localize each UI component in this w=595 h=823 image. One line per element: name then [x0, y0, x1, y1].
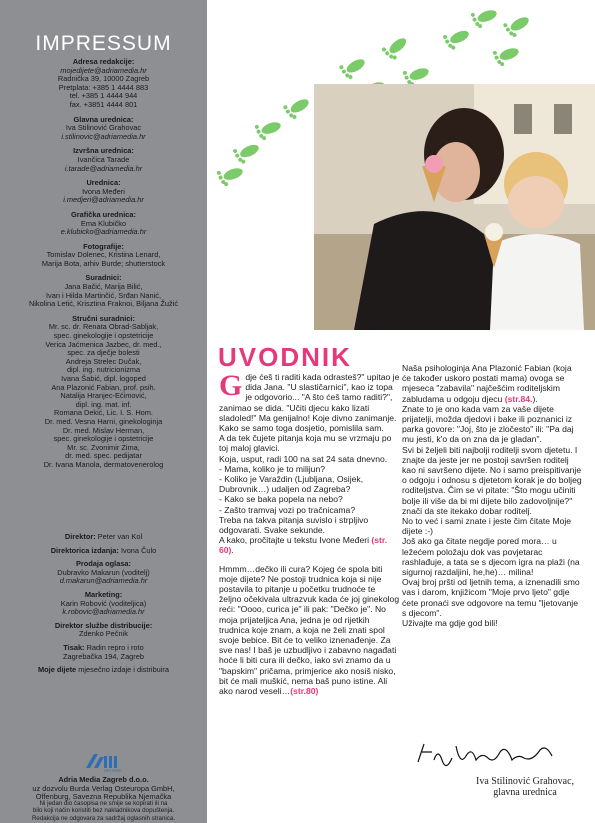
article-title: UVODNIK [218, 342, 352, 372]
credit-block [4, 58, 203, 110]
credit-line: Ivan i Hilda Martinčić, Srđan Nanić, [45, 290, 161, 300]
management-heading: Direktor službe distribucije: [54, 620, 153, 630]
management-block [4, 622, 203, 639]
credit-block [4, 147, 203, 173]
article-paragraph [402, 445, 583, 516]
paragraph-text: Koja, usput, radi 100 na sat 24 sata dnevno. [219, 453, 388, 464]
paragraph-text: Svi bi željeli biti najbolji roditelji svom djetetu. I znajte da jeste jer ne postoji savršen roditelj kao ni savršeno dijete. No i samo preispitivanje o odgoju i odnosu s djetetom korak je do boljeg roditeljstva. Čim se vi pitate: "Što mogu učiniti bolje ili više da bi mi dijete bilo zadovoljnije?" znači da ste itekako dobar roditelj. [402, 444, 582, 516]
credit-block [4, 274, 203, 308]
credit-line: Verica Jaćmenica Jazbec, dr. med., [45, 339, 162, 349]
credit-email: mojedijete@adriamedia.hr [60, 65, 147, 75]
impressum-management [4, 533, 203, 680]
credit-line: dipl. ing. nutricionizma [66, 365, 141, 375]
credit-line: Dr. med. Vesna Harni, ginekologinja [44, 416, 163, 426]
disclaimer-line: Ni jedan dio časopisa ne smije se kopirati ili na [39, 800, 168, 807]
management-line: Radin repro i roto [84, 642, 144, 652]
article-paragraph [219, 433, 400, 453]
credit-line: Marija Bota, arhiv Burde; shutterstock [41, 258, 166, 268]
paragraph-text: A da tek čujete pitanja koja mu se vrzmaju po toj maloj glavici. [219, 433, 392, 454]
paragraph-text: Znate to je ono kada vam za vaše dijete prijatelji, možda djedovi i bake ili poznanici iz parka govore: "Joj, što je zločesto" ili: "Pa daj mu jesti, k'o da on zna da je gladan". [402, 403, 574, 445]
article-paragraph [402, 577, 583, 618]
footprint-icon [442, 26, 472, 52]
article-paragraph [219, 369, 400, 434]
credit-block [4, 315, 203, 470]
management-block [4, 666, 203, 675]
management-line: Karin Robović (voditeljica) [60, 598, 147, 608]
disclaimer-line: Redakcija ne odgovara za sadržaj oglasnih stranica. [31, 814, 176, 822]
paragraph-text: Ovaj broj pršti od ljetnih tema, a iznenadili smo vas i darom, knjižicom "Moje prvo ljeto" gdje ćete pronaći sve odgovore na temu "ljetovanje s djecom". [402, 577, 580, 618]
signer-block [455, 776, 595, 798]
management-heading: Direktor: [64, 532, 96, 541]
management-heading: Moje dijete [37, 665, 77, 675]
footprint-icon [283, 94, 313, 121]
management-heading: Marketing: [84, 589, 123, 599]
paragraph-text: Treba na takva pitanja suvislo i strpljivo odgovarati. Svake sekunde. [219, 514, 369, 536]
credit-line: Ivana Šabić, dipl. logoped [61, 374, 146, 383]
credit-block [4, 211, 203, 237]
credit-line: fax. +3851 4444 801 [69, 99, 138, 109]
publisher-line: uz dozvolu Burda Verlag Osteuropa GmbH, [32, 783, 175, 793]
logo-wordmark: adria media [104, 768, 121, 772]
credit-line: spec. ginekologije i opstetricije [53, 331, 154, 341]
credit-line: spec. za dječje bolesti [67, 348, 140, 358]
credit-line: Nikolina Letić, Krisztina Fraknoi, Biljana Žužić [28, 299, 179, 309]
handwritten-signature [412, 738, 562, 768]
footprint-icon [470, 5, 499, 30]
article-paragraph [219, 454, 400, 464]
footprint-icon [216, 163, 245, 188]
credit-email: i.stilinovic@adriamedia.hr [61, 131, 146, 141]
management-block [4, 560, 203, 586]
management-email: d.makarun@adriamedia.hr [59, 576, 148, 586]
paragraph-text-end: . [231, 545, 234, 556]
publisher-line: Offenburg, Savezna Republika Njemačka [35, 792, 172, 802]
credit-block [4, 179, 203, 205]
credit-line: Ivančica Tarade [77, 154, 130, 164]
article-paragraph [219, 505, 400, 515]
credit-line: Radnička 39, 10000 Zagreb [57, 74, 150, 84]
management-heading: Prodaja oglasa: [75, 559, 132, 569]
paragraph-text: - Mama, koliko je to milijun? [219, 463, 326, 474]
paragraph-text: - Zašto tramvaj vozi po tračnicama? [219, 504, 356, 515]
disclaimer-line: bilo koji način koristiti bez nakladnikova dopuštenja. [32, 807, 175, 815]
article-paragraph [402, 516, 583, 536]
article-paragraph [402, 363, 583, 404]
article-paragraph [402, 536, 583, 577]
article-paragraph [402, 404, 583, 445]
credit-line: tel. +385 1 4444 944 [69, 91, 138, 101]
paragraph-text: A kako, pročitajte u tekstu Ivone Međeri [219, 535, 372, 546]
management-line: mjesečno izdaje i distribuira [76, 665, 170, 675]
credit-line: Tomislav Dolenec, Kristina Lenard, [46, 250, 161, 260]
credit-line: Mr. sc. Zvonimir Zima, [67, 442, 140, 452]
credit-email: i.tarade@adriamedia.hr [64, 163, 143, 173]
paragraph-text: Još ako ga čitate negdje pored mora… u ležećem položaju dok vas povjetarac rashlađuje, a tata se s djecom igra na plaži (na sigurnoj razdaljini, he,he)… milina! [402, 536, 580, 578]
footprint-icon [232, 140, 262, 166]
page-reference: (str.80) [290, 686, 319, 697]
drop-cap: G [219, 369, 243, 402]
credit-heading: Adresa redakcije: [72, 57, 135, 66]
credit-heading: Suradnici: [85, 273, 122, 283]
article-paragraph [219, 515, 400, 535]
credit-line: spec. ginekologije i opstetricije [53, 434, 154, 444]
credit-heading: Glavna urednica: [73, 114, 134, 124]
management-line: Ivona Čulo [118, 545, 157, 555]
paragraph-text: dje ćeš ti raditi kada odrasteš?" upitao je dida Jana. "U slastičarnici", kao iz topa je odgovorio... "A što ćeš tamo raditi?", zanimao se dida. "Učiti djecu kako lizati sladoled!" Ma genijalno! Koje divno zanimanje. Kako se samo toga dosjetio, pomislila sam. [219, 372, 400, 434]
credit-line: Ivona Međeri [82, 186, 125, 196]
publisher-name: Adria Media Zagreb d.o.o. [58, 775, 149, 784]
signer-role: glavna urednica [493, 787, 557, 798]
credit-email: i.medjeri@adriamedia.hr [63, 195, 144, 205]
impressum-credits [4, 58, 203, 476]
article-paragraph [219, 474, 400, 494]
credit-line: Pretplata: +385 1 4444 883 [58, 82, 149, 92]
copyright-disclaimer [4, 800, 203, 822]
footprint-icon [381, 33, 411, 62]
paragraph-text: No to već i sami znate i jeste čim čitate Moje dijete :-) [402, 516, 572, 537]
management-line: Dubravko Makarun (voditelj) [57, 567, 150, 577]
article-paragraph [402, 618, 583, 628]
publisher-info [4, 776, 203, 802]
management-block [4, 547, 203, 556]
paragraph-text: Hmmm…dečko ili cura? Kojeg će spola biti moje dijete? Ne postoji trudnica koja si nije postavila to pitanje u početku trudnoće te željno očekivala ultrazvuk kada će joj ginekolog reći: "Oooo, curica je" ili pak: "Dečko je". No moja prijateljica Ana, jedna je od rijetkih trudnica koje znam, a koja ne želi znati spol svoje bebice. Bit će to veliko iznenađenje. Za sve nas! I baš je uzbudljivo i zabavno nagađati hoće li biti cura ili dečko, iako svi znamo da u "bapskim" pričama, primjerice ako nosiš nisko, bit će mali muškić, nema baš puno istine. Ali ako narod veseli… [219, 563, 400, 697]
credit-line: Dr. Ivana Manola, dermatovenerolog [43, 459, 164, 469]
article-paragraph [219, 535, 400, 555]
page-reference: (str. 60) [219, 535, 388, 556]
photo-illustration [314, 84, 595, 330]
credit-line: dr. med. spec. pedijatar [65, 451, 142, 461]
credit-heading: Fotografije: [83, 241, 124, 251]
footprint-icon [503, 12, 533, 39]
management-heading: Direktorica izdanja: [50, 545, 119, 555]
paragraph-text: Uživajte ma gdje god bili! [402, 618, 498, 629]
management-block [4, 644, 203, 661]
paragraph-text-end: ). [532, 393, 538, 404]
management-heading: Tisak: [63, 642, 85, 652]
credit-block [4, 243, 203, 269]
management-block [4, 591, 203, 617]
mother-child-photo [314, 84, 595, 330]
page-reference: (str.84. [504, 393, 533, 404]
paragraph-text: - Koliko je Varaždin (Ljubljana, Osijek, Dubrovnik…) udaljen od Zagreba? [219, 474, 364, 495]
credit-heading: Stručni suradnici: [72, 313, 135, 323]
article-column-2 [402, 363, 583, 628]
signer-name: Iva Stilinović Grahovac, [475, 776, 575, 787]
article-paragraph [219, 564, 400, 697]
credit-heading: Izvršna urednica: [73, 146, 134, 156]
paragraph-text: - Kako se baka popela na nebo? [219, 494, 343, 505]
credit-heading: Grafička urednica: [71, 209, 136, 219]
impressum-sidebar [0, 0, 207, 823]
credit-heading: Urednica: [86, 178, 121, 188]
credit-line: Ema Klubičko [80, 218, 127, 228]
credit-line: Andreja Strelec Dučak, [65, 356, 142, 366]
management-line: Peter van Kol [95, 532, 143, 541]
adria-media-logo [82, 752, 126, 772]
credit-line: Jana Bačić, Marija Bilić, [64, 282, 143, 292]
credit-line: Romana Dekić, Lic. I. S. Hom. [54, 408, 153, 418]
article-paragraph [219, 494, 400, 504]
paragraph-text: Naša psihologinja Ana Plazonić Fabian (koja će također uskoro postati mama) ovoga se mjeseca "zabavila" najčešćim roditeljskim zabludama u odgoju djecu [402, 363, 572, 404]
credit-line: Natalija Hranjec-Ećimović, [60, 391, 147, 401]
management-block [4, 533, 203, 542]
footprint-icon [492, 43, 521, 68]
credit-block [4, 116, 203, 142]
footprint-icon [254, 117, 283, 142]
management-line: Zagrebačka 194, Zagreb [63, 651, 144, 661]
management-email: k.robovic@adriamedia.hr [62, 607, 145, 617]
article-column-1 [219, 369, 400, 697]
management-line: Zdenko Pečnik [79, 629, 128, 639]
credit-line: dipl. ing. mat. inf. [75, 399, 132, 409]
credit-email: e.klubicko@adriamedia.hr [60, 227, 147, 237]
credit-line: Dr. med. Mislav Herman, [62, 425, 145, 435]
footprint-icon [339, 54, 369, 81]
credit-line: Mr. sc. dr. Renata Obrad-Sabljak, [48, 322, 159, 332]
impressum-title: IMPRESSUM [35, 32, 172, 55]
article-paragraph [219, 464, 400, 474]
credit-line: Ana Plazonić Fabian, prof. psih. [51, 382, 156, 392]
paragraph-gap [219, 556, 400, 564]
credit-line: Iva Stilinović Grahovac [65, 123, 142, 133]
